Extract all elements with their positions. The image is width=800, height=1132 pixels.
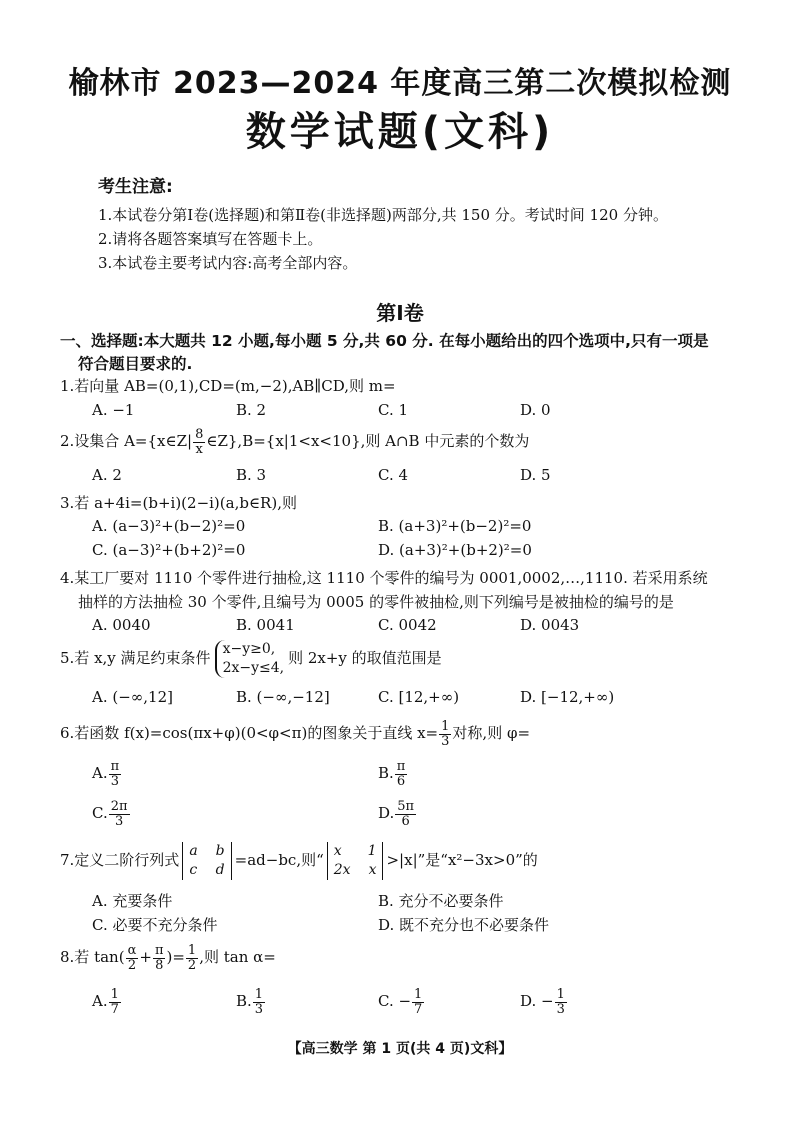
question-8-stem: 8.若 tan( $\frac{\alpha}{2}$ + $\frac{\pi}{8}$ )= $\frac{1}{2}$ ,则 tan α= — [60, 943, 276, 973]
q6-stem-post: 对称,则 φ= — [452, 724, 531, 743]
page-footer: 【高三数学 第 1 页(共 4 页)文科】 — [287, 1041, 513, 1057]
q5-option-a: A. (−∞,12] — [92, 688, 173, 706]
q7-stem-pre: 7.定义二阶行列式 — [60, 850, 180, 869]
question-4-stem-line2: 抽样的方法抽检 30 个零件,且编号为 0005 的零件被抽检,则下列编号是被抽检的编号的是 — [78, 593, 674, 611]
q2-option-b: B. 3 — [236, 466, 267, 484]
q3-option-d: D. (a+3)²+(b+2)²=0 — [378, 541, 532, 559]
q7-option-b: B. 充分不必要条件 — [378, 892, 504, 910]
q2-stem-post: ∈Z},B={x|1<x<10},则 A∩B 中元素的个数为 — [206, 432, 530, 451]
q2-option-a: A. 2 — [92, 466, 122, 484]
q7-option-a: A. 充要条件 — [92, 892, 173, 910]
q6-stem-pre: 6.若函数 f(x)=cos(πx+φ)(0<φ<π)的图象关于直线 x= — [60, 724, 439, 743]
notice-heading: 考生注意: — [98, 177, 173, 197]
q4-option-b: B. 0041 — [236, 616, 295, 634]
q4-option-c: C. 0042 — [378, 616, 437, 634]
q5-constraint-system — [215, 640, 285, 678]
question-3-stem: 3.若 a+4i=(b+i)(2−i)(a,b∈R),则 — [60, 494, 297, 512]
q3-option-c: C. (a−3)²+(b+2)²=0 — [92, 541, 246, 559]
q1-option-b: B. 2 — [236, 401, 267, 419]
q6-option-c: C. $\frac{2\pi}{3}$ — [92, 799, 128, 829]
q2-option-d: D. 5 — [520, 466, 551, 484]
question-1-stem: 1.若向量 AB=(0,1),CD=(m,−2),AB∥CD,则 m= — [60, 377, 396, 395]
q6-option-d: D. $\frac{5\pi}{6}$ — [378, 799, 415, 829]
section-title: 第Ⅰ卷 — [376, 301, 424, 325]
question-4-stem-line1: 4.某工厂要对 1110 个零件进行抽检,这 1110 个零件的编号为 0001,0002,…,1110. 若采用系统 — [60, 569, 708, 587]
q8-option-c: C. − $\frac{1}{7}$ — [378, 987, 423, 1017]
question-5-stem — [60, 640, 442, 678]
q2-stem-pre: 2.设集合 A={x∈Z| — [60, 432, 193, 451]
q7-option-d: D. 既不充分也不必要条件 — [378, 916, 550, 934]
exam-title-line1: 榆林市 2023—2024 年度高三第二次模拟检测 — [68, 66, 732, 101]
q6-fraction: $\frac{1}{3}$ — [441, 719, 450, 749]
q5-option-c: C. [12,+∞) — [378, 688, 460, 706]
q5-stem-pre: 5.若 x,y 满足约束条件 — [60, 648, 211, 667]
q4-option-a: A. 0040 — [92, 616, 151, 634]
q5-stem-post: 则 2x+y 的取值范围是 — [288, 648, 442, 667]
q6-option-b: B. $\frac{\pi}{6}$ — [378, 759, 406, 789]
q3-option-a: A. (a−3)²+(b−2)²=0 — [92, 517, 246, 535]
q1-option-a: A. −1 — [92, 401, 135, 419]
q7-option-c: C. 必要不充分条件 — [92, 916, 218, 934]
q7-determinant-condition: x 1 2x x — [327, 842, 384, 880]
notice-item-2: 2.请将各题答案填写在答题卡上。 — [98, 230, 323, 248]
q1-option-d: D. 0 — [520, 401, 551, 419]
q7-stem-post: >|x|”是“x²−3x>0”的 — [386, 850, 538, 869]
question-2-stem — [60, 428, 529, 456]
q5-constraint-1: x−y≥0, — [222, 641, 276, 657]
part-heading-line1: 一、选择题:本大题共 12 小题,每小题 5 分,共 60 分. 在每小题给出的四个选项中,只有一项是 — [60, 332, 709, 350]
q2-option-c: C. 4 — [378, 466, 409, 484]
q3-option-b: B. (a+3)²+(b−2)²=0 — [378, 517, 532, 535]
q8-option-d: D. − $\frac{1}{3}$ — [520, 987, 565, 1017]
q7-determinant-definition: a b c d — [182, 842, 231, 880]
question-7-stem — [60, 842, 538, 880]
notice-item-1: 1.本试卷分第Ⅰ卷(选择题)和第Ⅱ卷(非选择题)两部分,共 150 分。考试时间 120 分钟。 — [98, 206, 668, 224]
question-6-stem — [60, 720, 530, 748]
part-heading-line2: 符合题目要求的. — [78, 355, 193, 373]
q6-option-a: A. $\frac{\pi}{3}$ — [92, 759, 120, 789]
q8-option-a: A. $\frac{1}{7}$ — [92, 987, 119, 1017]
q5-option-b: B. (−∞,−12] — [236, 688, 330, 706]
q1-option-c: C. 1 — [378, 401, 409, 419]
q5-constraint-2: 2x−y≤4, — [222, 659, 285, 676]
notice-item-3: 3.本试卷主要考试内容:高考全部内容。 — [98, 254, 358, 272]
exam-title-line2: 数学试题(文科) — [245, 109, 555, 155]
q7-stem-mid: =ad−bc,则“ — [234, 850, 324, 869]
q4-option-d: D. 0043 — [520, 616, 580, 634]
q5-option-d: D. [−12,+∞) — [520, 688, 615, 706]
q8-option-b: B. $\frac{1}{3}$ — [236, 987, 264, 1017]
q2-fraction: $\frac{8}{x}$ — [195, 427, 204, 457]
